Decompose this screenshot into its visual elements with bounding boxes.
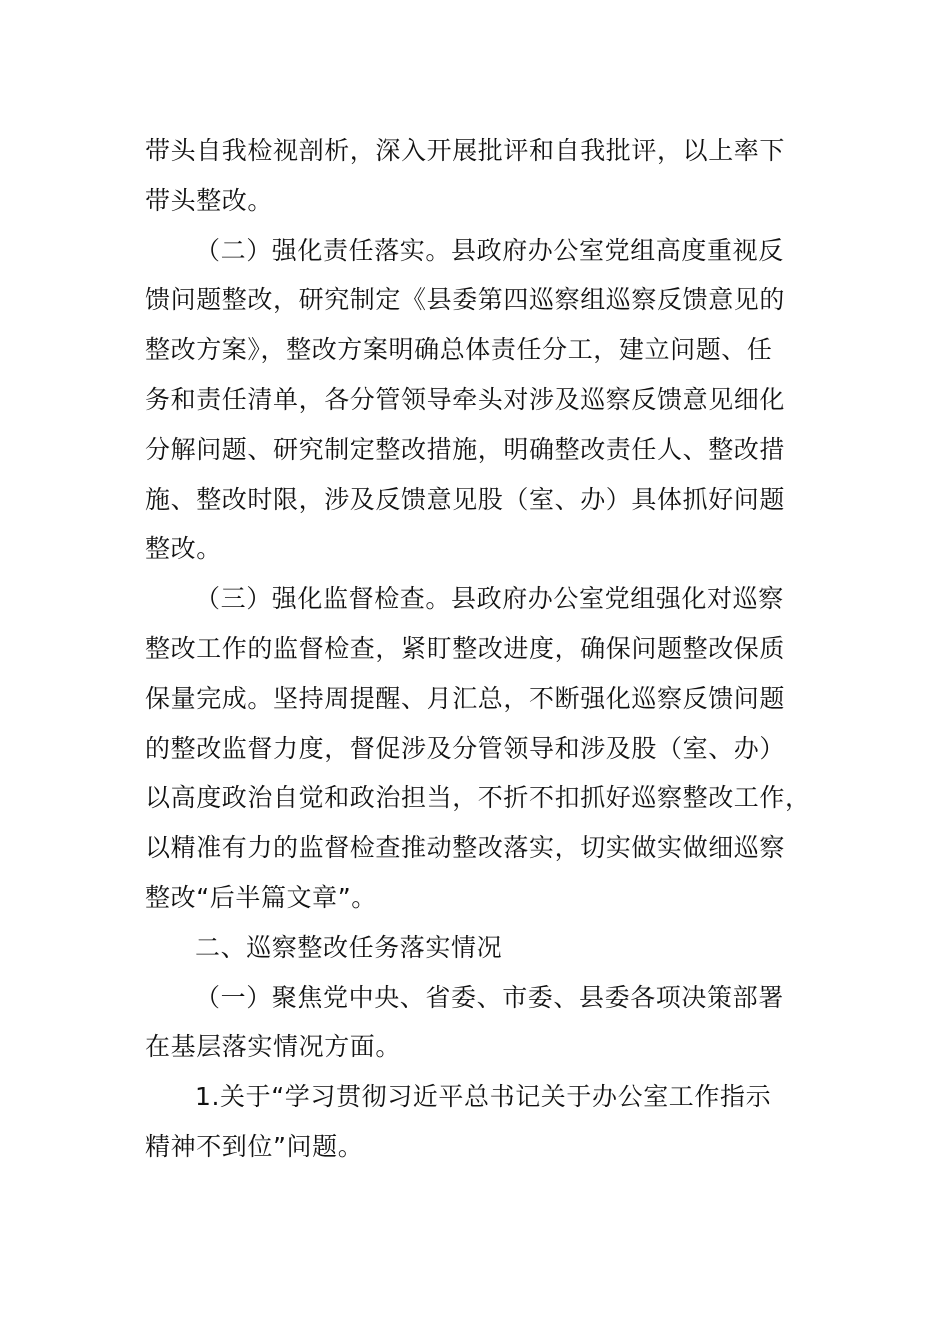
- text-line: 保量完成。坚持周提醒、月汇总，不断强化巡察反馈问题: [145, 683, 786, 713]
- text-line: 整改工作的监督检查，紧盯整改进度，确保问题整改保质: [145, 633, 786, 663]
- text-line: 带头自我检视剖析，深入开展批评和自我批评，以上率下: [145, 136, 786, 165]
- paragraph-heading: （三）强化监督检查。县政府办公室党组强化对巡察: [195, 584, 784, 614]
- paragraph-heading: （一）聚焦党中央、省委、市委、县委各项决策部署: [195, 982, 784, 1012]
- text-line: 以精准有力的监督检查推动整改落实，切实做实做细巡察: [145, 833, 786, 863]
- text-line: 带头整改。: [145, 185, 274, 215]
- document-body: [145, 126, 811, 1172]
- text-line: 施、整改时限，涉及反馈意见股（室、办）具体抓好问题: [145, 484, 786, 514]
- text-line: 整改方案》，整改方案明确总体责任分工，建立问题、任: [145, 335, 773, 365]
- text-line: 分解问题、研究制定整改措施，明确整改责任人、整改措: [145, 434, 786, 464]
- text-line: 精神不到位”问题。: [145, 1131, 364, 1161]
- section-heading: 二、巡察整改任务落实情况: [195, 932, 503, 962]
- text-line: 务和责任清单，各分管领导牵头对涉及巡察反馈意见细化: [145, 384, 786, 414]
- text-line: 在基层落实情况方面。: [145, 1032, 402, 1062]
- text-line: 整改“后半篇文章”。: [145, 882, 377, 912]
- text-line: 的整改监督力度，督促涉及分管领导和涉及股（室、办）: [145, 733, 786, 763]
- text-line: 馈问题整改，研究制定《县委第四巡察组巡察反馈意见的: [145, 285, 786, 315]
- paragraph-heading: 1.关于“学习贯彻习近平总书记关于办公室工作指示: [195, 1082, 772, 1112]
- text-line: 整改。: [145, 534, 222, 564]
- text-line: 以高度政治自觉和政治担当，不折不扣抓好巡察整改工作，: [145, 783, 811, 813]
- paragraph-heading: （二）强化责任落实。县政府办公室党组高度重视反: [195, 235, 784, 265]
